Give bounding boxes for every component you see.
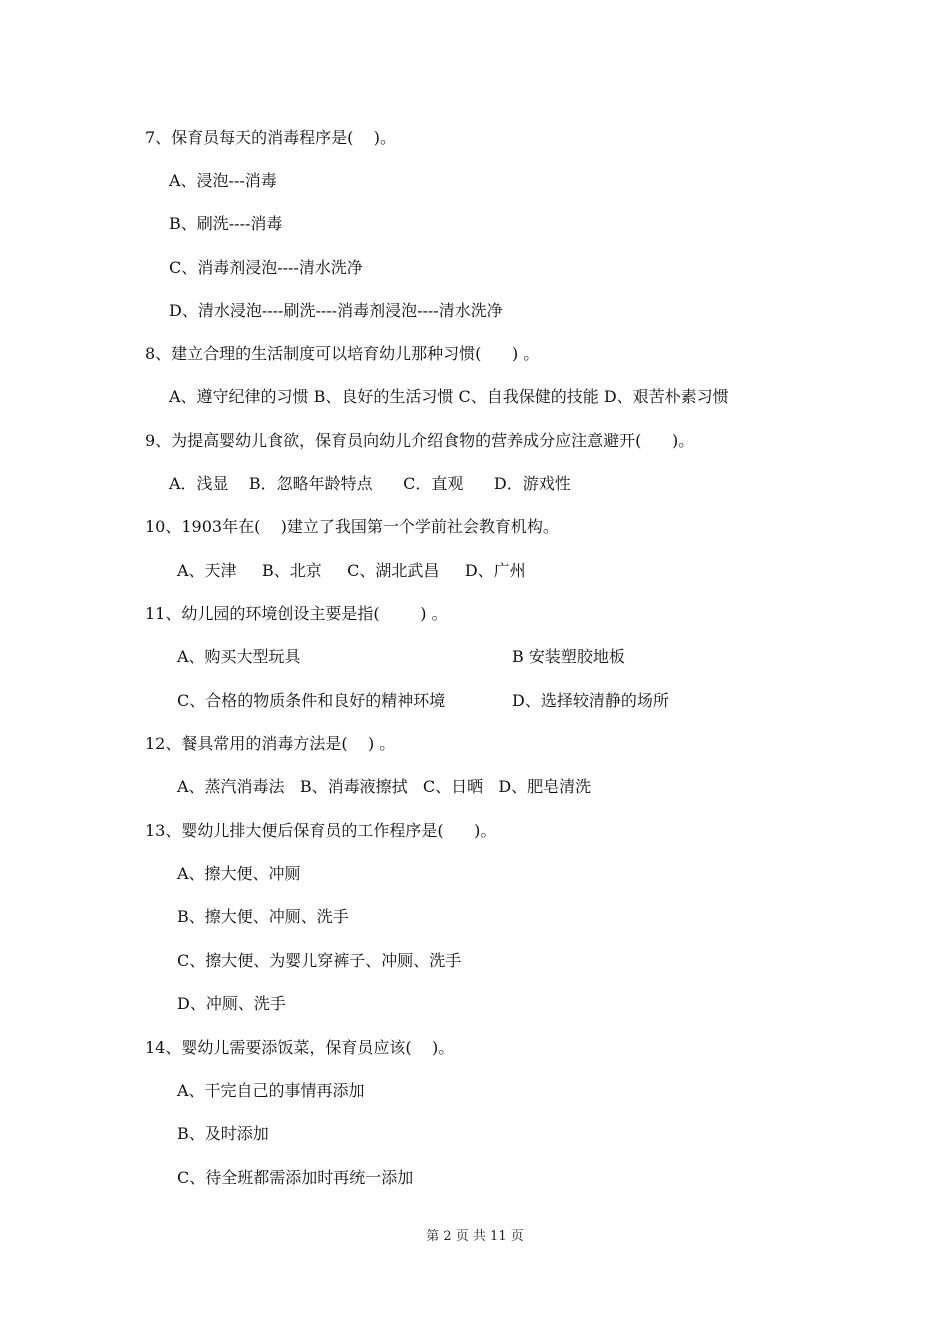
- question-13-option-a: A、擦大便、冲厕: [177, 864, 301, 883]
- question-12-stem: 12、餐具常用的消毒方法是( ) 。: [145, 734, 396, 753]
- page-number-footer: 第 2 页 共 11 页: [426, 1229, 524, 1244]
- question-14-option-b: B、及时添加: [177, 1124, 269, 1143]
- question-11-option-d: D、选择较清静的场所: [512, 691, 669, 710]
- question-9-options: A．浅显 B．忽略年龄特点 C．直观 D．游戏性: [169, 474, 571, 493]
- question-13-option-b: B、擦大便、冲厕、洗手: [177, 907, 349, 926]
- question-14-option-a: A、干完自己的事情再添加: [177, 1081, 365, 1100]
- question-7-stem: 7、保育员每天的消毒程序是( )。: [145, 128, 397, 147]
- question-10-stem: 10、1903年在( )建立了我国第一个学前社会教育机构。: [145, 517, 559, 536]
- question-13-stem: 13、婴幼儿排大便后保育员的工作程序是( )。: [145, 821, 497, 840]
- question-11-option-b: B 安装塑胶地板: [512, 647, 625, 666]
- question-11-option-c: C、合格的物质条件和良好的精神环境: [177, 691, 446, 710]
- question-7-option-c: C、消毒剂浸泡----清水洗净: [169, 258, 363, 277]
- question-13-option-d: D、冲厕、洗手: [177, 994, 286, 1013]
- question-7-option-b: B、刷洗----消毒: [169, 214, 283, 233]
- question-8-stem: 8、建立合理的生活制度可以培育幼儿那种习惯( ) 。: [145, 344, 540, 363]
- question-14-stem: 14、婴幼儿需要添饭菜，保育员应该( )。: [145, 1038, 455, 1057]
- question-13-option-c: C、擦大便、为婴儿穿裤子、冲厕、洗手: [177, 951, 462, 970]
- question-14-option-c: C、待全班都需添加时再统一添加: [177, 1168, 414, 1187]
- question-7-option-a: A、浸泡---消毒: [169, 171, 277, 190]
- question-11-stem: 11、幼儿园的环境创设主要是指( ) 。: [145, 604, 448, 623]
- question-12-options: A、蒸汽消毒法 B、消毒液擦拭 C、日晒 D、肥皂清洗: [177, 777, 592, 796]
- question-8-options: A、遵守纪律的习惯 B、良好的生活习惯 C、自我保健的技能 D、艰苦朴素习惯: [169, 387, 729, 406]
- question-7-option-d: D、清水浸泡----刷洗----消毒剂浸泡----清水洗净: [169, 301, 503, 320]
- question-9-stem: 9、为提高婴幼儿食欲，保育员向幼儿介绍食物的营养成分应注意避开( )。: [145, 431, 695, 450]
- question-11-option-a: A、购买大型玩具: [177, 647, 301, 666]
- question-10-options: A、天津 B、北京 C、湖北武昌 D、广州: [177, 561, 526, 580]
